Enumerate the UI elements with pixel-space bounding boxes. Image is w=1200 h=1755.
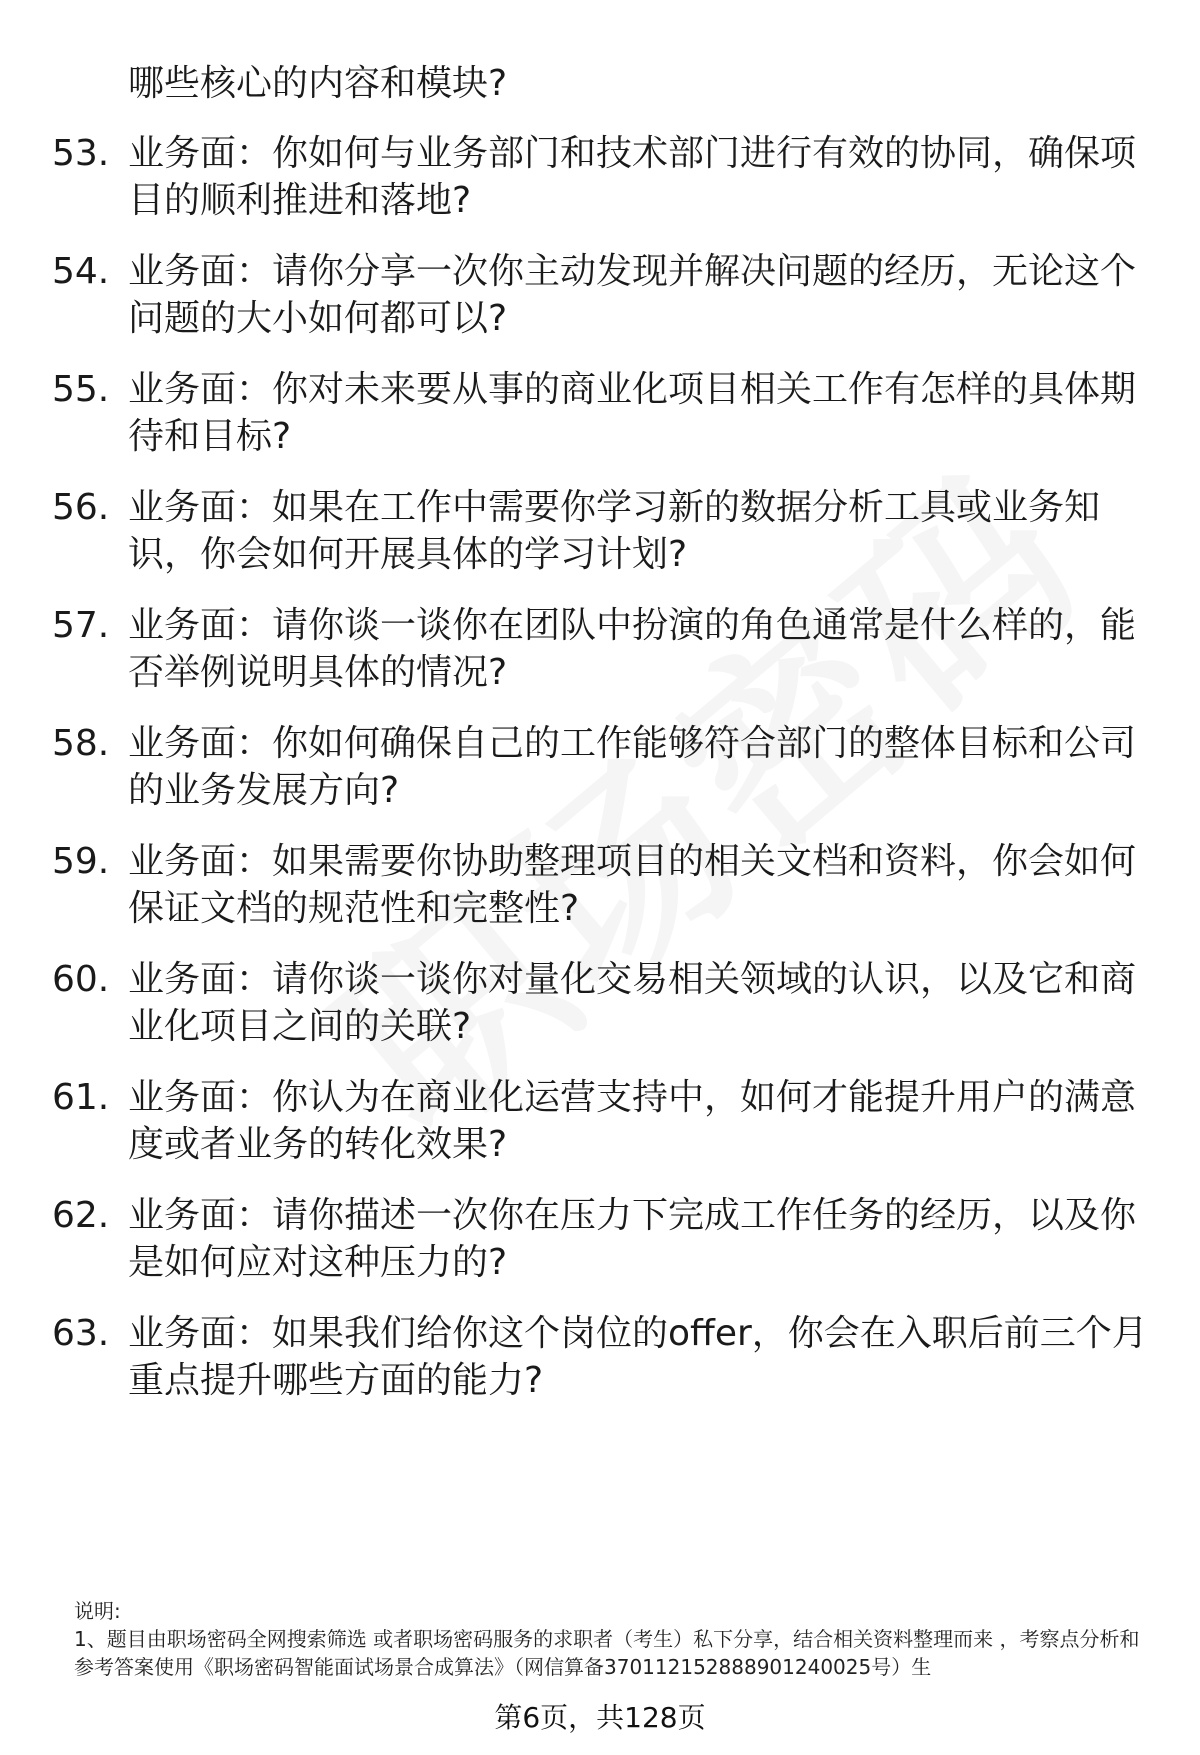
question-text: 业务面：你如何与业务部门和技术部门进行有效的协同，确保项目的顺利推进和落地? bbox=[128, 133, 1137, 221]
question-number: 61. bbox=[52, 1077, 110, 1118]
question-number: 55. bbox=[52, 369, 110, 410]
question-text: 业务面：请你描述一次你在压力下完成工作任务的经历，以及你是如何应对这种压力的? bbox=[128, 1195, 1137, 1283]
notes-body: 1、题目由职场密码全网搜索筛选 或者职场密码服务的求职者（考生）私下分享，结合相关资料整理而来 ，考察点分析和参考答案使用《职场密码智能面试场景合成算法》（网信算备370112152888901240025号）生 bbox=[74, 1627, 1140, 1679]
continuation-text: 哪些核心的内容和模块? bbox=[128, 63, 508, 104]
question-text: 业务面：如果需要你协助整理项目的相关文档和资料，你会如何保证文档的规范性和完整性? bbox=[128, 841, 1137, 929]
notes-heading: 说明: bbox=[74, 1599, 121, 1623]
question-number: 60. bbox=[52, 959, 110, 1000]
question-text: 业务面：如果在工作中需要你学习新的数据分析工具或业务知识，你会如何开展具体的学习计划? bbox=[128, 487, 1101, 575]
question-text: 业务面：请你谈一谈你在团队中扮演的角色通常是什么样的，能否举例说明具体的情况? bbox=[128, 605, 1137, 693]
question-text: 业务面：你认为在商业化运营支持中，如何才能提升用户的满意度或者业务的转化效果? bbox=[128, 1077, 1137, 1165]
question-number: 58. bbox=[52, 723, 110, 764]
question-number: 63. bbox=[52, 1313, 110, 1354]
question-number: 57. bbox=[52, 605, 110, 646]
question-number: 56. bbox=[52, 487, 110, 528]
question-text: 业务面：请你谈一谈你对量化交易相关领域的认识，以及它和商业化项目之间的关联? bbox=[128, 959, 1137, 1047]
page-footer: 第6页，共128页 bbox=[494, 1701, 706, 1734]
question-number: 59. bbox=[52, 841, 110, 882]
question-text: 业务面：如果我们给你这个岗位的offer，你会在入职后前三个月重点提升哪些方面的能力? bbox=[128, 1313, 1148, 1401]
notes-section bbox=[74, 1597, 1159, 1681]
question-text: 业务面：你如何确保自己的工作能够符合部门的整体目标和公司的业务发展方向? bbox=[128, 723, 1137, 811]
question-number: 53. bbox=[52, 133, 110, 174]
question-text: 业务面：请你分享一次你主动发现并解决问题的经历，无论这个问题的大小如何都可以? bbox=[128, 251, 1137, 339]
question-number: 54. bbox=[52, 251, 110, 292]
question-number: 62. bbox=[52, 1195, 110, 1236]
question-text: 业务面：你对未来要从事的商业化项目相关工作有怎样的具体期待和目标? bbox=[128, 369, 1137, 457]
